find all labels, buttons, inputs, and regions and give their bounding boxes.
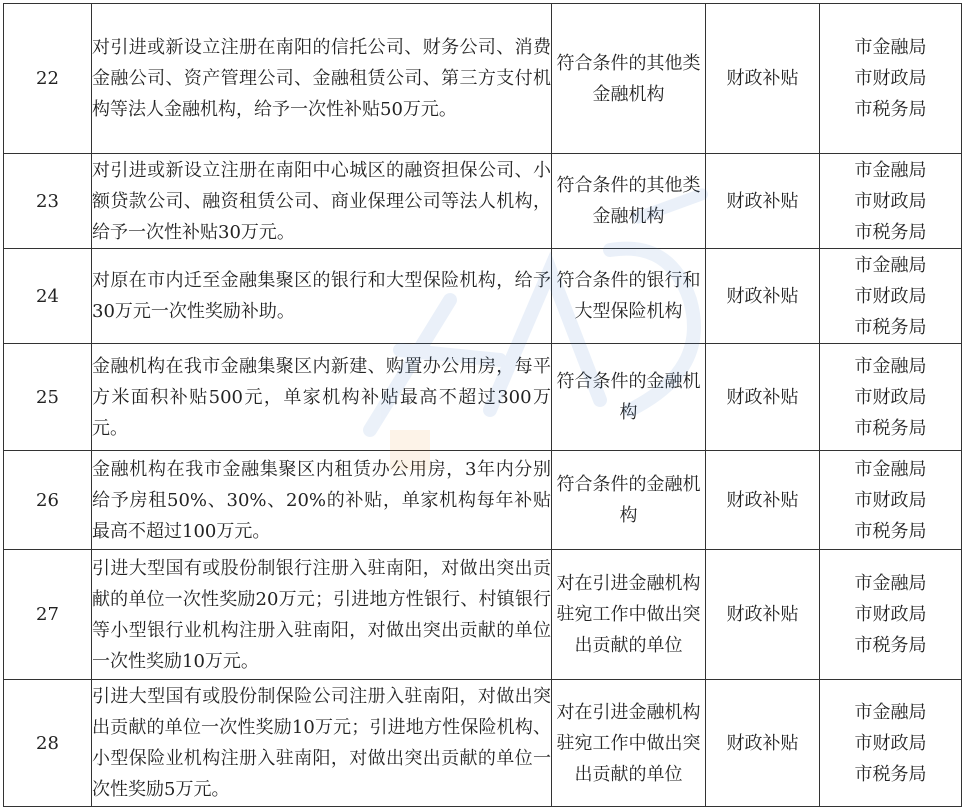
dept-item: 市金融局 [854, 355, 927, 377]
responsible-depts [820, 344, 962, 451]
policy-content: 对引进或新设立注册在南阳中心城区的融资担保公司、小额贷款公司、融资租赁公司、商业保理公司等法人机构，给予一次性补贴30万元。 [92, 154, 552, 249]
policy-content: 引进大型国有或股份制银行注册入驻南阳，对做出突出贡献的单位一次性奖励20万元；引进地方性银行、村镇银行等小型银行业机构注册入驻南阳，对做出突出贡献的单位一次性奖励10万元。 [92, 550, 552, 680]
dept-item: 市税务局 [854, 635, 927, 656]
dept-item: 市金融局 [854, 701, 927, 723]
table-row [4, 154, 962, 249]
dept-item: 市税务局 [854, 417, 927, 439]
support-type: 财政补贴 [706, 249, 820, 344]
policy-target: 对在引进金融机构驻宛工作中做出突出贡献的单位 [552, 680, 706, 807]
policy-target: 符合条件的银行和大型保险机构 [552, 249, 706, 344]
dept-item: 市财政局 [854, 604, 927, 625]
policy-target: 符合条件的其他类金融机构 [552, 154, 706, 249]
policy-content: 金融机构在我市金融集聚区内新建、购置办公用房，每平方米面积补贴500元，单家机构补贴最高不超过300万元。 [92, 344, 552, 451]
support-type: 财政补贴 [706, 680, 820, 807]
row-number: 26 [4, 451, 92, 550]
policy-content: 对引进或新设立注册在南阳的信托公司、财务公司、消费金融公司、资产管理公司、金融租赁公司、第三方支付机构等法人金融机构，给予一次性补贴50万元。 [92, 4, 552, 154]
dept-item: 市金融局 [854, 458, 927, 480]
row-number: 24 [4, 249, 92, 344]
row-number: 27 [4, 550, 92, 680]
responsible-depts [820, 680, 962, 807]
dept-item: 市金融局 [854, 254, 927, 276]
policy-target: 符合条件的金融机构 [552, 344, 706, 451]
policy-target: 符合条件的金融机构 [552, 451, 706, 550]
table-row [4, 4, 962, 154]
row-number: 23 [4, 154, 92, 249]
policy-target: 对在引进金融机构驻宛工作中做出突出贡献的单位 [552, 550, 706, 680]
table-row [4, 550, 962, 680]
responsible-depts [820, 550, 962, 680]
support-type: 财政补贴 [706, 344, 820, 451]
table-row [4, 249, 962, 344]
policy-content: 金融机构在我市金融集聚区内租赁办公用房，3年内分别给予房租50%、30%、20%的补贴，单家机构每年补贴最高不超过100万元。 [92, 451, 552, 550]
support-type: 财政补贴 [706, 550, 820, 680]
policy-content: 对原在市内迁至金融集聚区的银行和大型保险机构，给予30万元一次性奖励补助。 [92, 249, 552, 344]
policy-content: 引进大型国有或股份制保险公司注册入驻南阳，对做出突出贡献的单位一次性奖励10万元；引进地方性保险机构、小型保险业机构注册入驻南阳，对做出突出贡献的单位一次性奖励5万元。 [92, 680, 552, 807]
row-number: 25 [4, 344, 92, 451]
row-number: 28 [4, 680, 92, 807]
table-row [4, 680, 962, 807]
policy-target: 符合条件的其他类金融机构 [552, 4, 706, 154]
dept-item: 市财政局 [854, 68, 927, 89]
dept-item: 市财政局 [854, 489, 927, 511]
dept-item: 市税务局 [854, 316, 927, 338]
dept-item: 市税务局 [854, 99, 927, 120]
policy-table [3, 3, 962, 807]
table-row [4, 344, 962, 451]
dept-item: 市金融局 [854, 573, 927, 594]
table-row [4, 451, 962, 550]
responsible-depts [820, 154, 962, 249]
responsible-depts [820, 249, 962, 344]
responsible-depts [820, 451, 962, 550]
dept-item: 市税务局 [854, 221, 927, 243]
dept-item: 市财政局 [854, 386, 927, 408]
dept-item: 市税务局 [854, 520, 927, 542]
dept-item: 市金融局 [854, 159, 927, 181]
support-type: 财政补贴 [706, 154, 820, 249]
dept-item: 市财政局 [854, 285, 927, 307]
dept-item: 市财政局 [854, 732, 927, 754]
responsible-depts [820, 4, 962, 154]
dept-item: 市财政局 [854, 190, 927, 212]
dept-item: 市金融局 [854, 37, 927, 58]
support-type: 财政补贴 [706, 451, 820, 550]
dept-item: 市税务局 [854, 763, 927, 785]
support-type: 财政补贴 [706, 4, 820, 154]
row-number: 22 [4, 4, 92, 154]
